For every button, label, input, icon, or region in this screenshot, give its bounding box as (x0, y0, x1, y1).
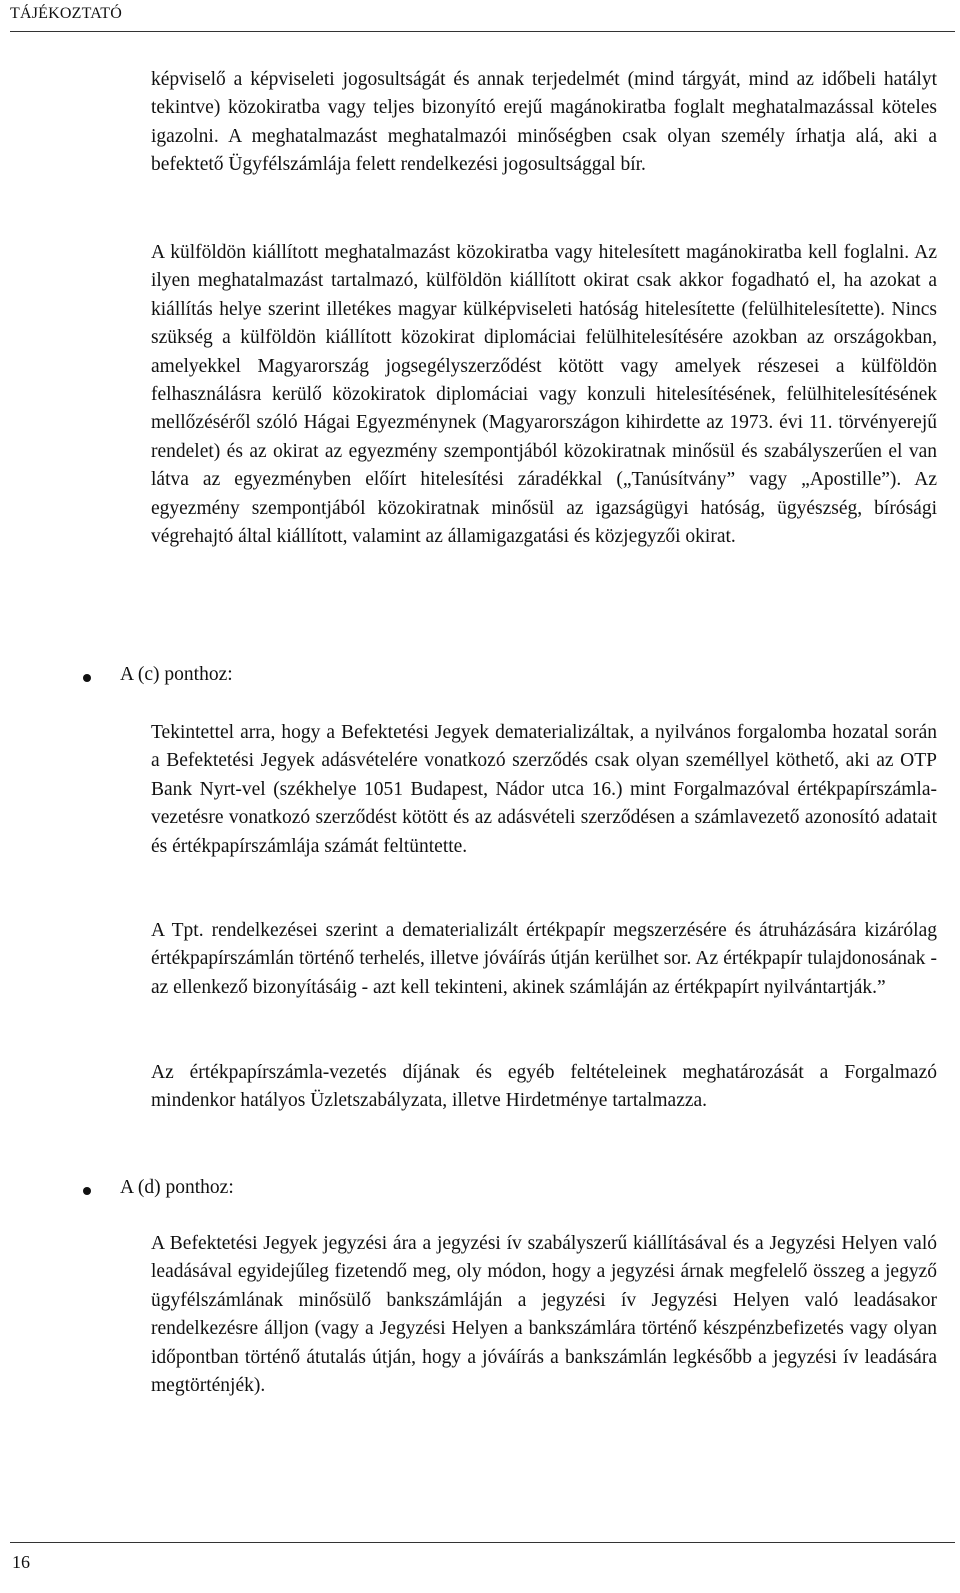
bullet-label-d: A (d) ponthoz: (120, 1177, 234, 1198)
paragraph-dematerialized: Tekintettel arra, hogy a Befektetési Jegyek dematerializáltak, a nyilvános forgalomba hozatal során a Befektetési Jegyek adásvételére vonatkozó szerződés csak olyan személlyel köthető, aki az OTP Bank Nyrt-vel (székhelye 1051 Budapest, Nádor utca 16.) mint Forgalmazóval értékpapírszámla-vezetésre vonatkozó szerződést kötött és az adásvételi szerződésen a számlavezető azonosító adatait és értékpapírszámlája számát feltüntette. (151, 722, 937, 857)
paragraph-account-fees: Az értékpapírszámla-vezetés díjának és egyéb feltételeinek meghatározását a Forgalmazó mindenkor hatályos Üzletszabályzata, illetve Hirdetménye tartalmazza. (151, 1062, 937, 1112)
bullet-label-c: A (c) ponthoz: (120, 664, 233, 685)
header-divider (10, 31, 955, 32)
bullet-dot-icon (83, 1187, 91, 1195)
page-number: 16 (12, 1552, 30, 1572)
paragraph-subscription-price: A Befektetési Jegyek jegyzési ára a jegyzési ív szabályszerű kiállításával és a Jegyzési Helyen való leadásával egyidejűleg fizetendő meg, oly módon, hogy a jegyzési árnak megfelelő összeg a jegyző ügyfélszámlának minősülő bankszámláján a jegyzési ív Jegyzési Helyen való leadásakor rendelkezésre álljon (vagy a Jegyzési Helyen a bankszámlára történő készpénzbefizetés vagy olyan időpontban történő átutalás útján, hogy a jóváírás a bankszámlán legkésőbb a jegyzési ív leadására megtörténjék). (151, 1233, 937, 1397)
paragraph-tpt-rules: A Tpt. rendelkezései szerint a dematerializált értékpapír megszerzésére és átruházására kizárólag értékpapírszámlán történő terhelés, illetve jóváírás útján kerülhet sor. Az értékpapír tulajdonosának - az ellenkező bizonyításáig - azt kell tekinteni, akinek számláján az értékpapírt nyilvántartják.” (151, 920, 937, 998)
paragraph-foreign-authorization: A külföldön kiállított meghatalmazást közokiratba vagy hitelesített magánokiratba kell foglalni. Az ilyen meghatalmazást tartalmazó, külföldön kiállított okirat csak akkor fogadható el, ha azokat a kiállítás helye szerint illetékes magyar külképviseleti hatóság hitelesítette (felülhitelesítette). Nincs szükség a külföldön kiállított közokirat diplomáciai felülhitelesítésére azokban az országokban, amelyekkel Magyarország jogsegélyszerződést kötött vagy amelyek részesei a külföldön felhasználásra kerülő közokiratok diplomáciai vagy konzuli hitelesítésének, felülhitelesítésének mellőzéséről szóló Hágai Egyezménynek (Magyarországon kihirdette az 1973. évi 11. törvényerejű rendelet) és az okirat az egyezmény szempontjából közokiratnak minősül és szabályszerűen el van látva az egyezményben előírt hitelesítési záradékkal („Tanúsítvány” vagy „Apostille”). Az egyezmény szempontjából közokiratnak minősül az igazságügyi hatóság, ügyészség, bírósági végrehajtó által kiállított, valamint az államigazgatási és közjegyzői okirat. (151, 242, 937, 548)
paragraph-representation: képviselő a képviseleti jogosultságát és annak terjedelmét (mind tárgyát, mind az időbeli hatályt tekintve) közokiratba vagy teljes bizonyító erejű magánokiratba foglalt meghatalmazással köteles igazolni. A meghatalmazást meghatalmazói minőségben csak olyan személy írhatja alá, aki a befektető Ügyfélszámlája felett rendelkezési jogosultsággal bír. (151, 69, 937, 176)
header-title: TÁJÉKOZTATÓ (10, 5, 123, 22)
bullet-dot-icon (83, 674, 91, 682)
footer-divider (10, 1542, 955, 1543)
